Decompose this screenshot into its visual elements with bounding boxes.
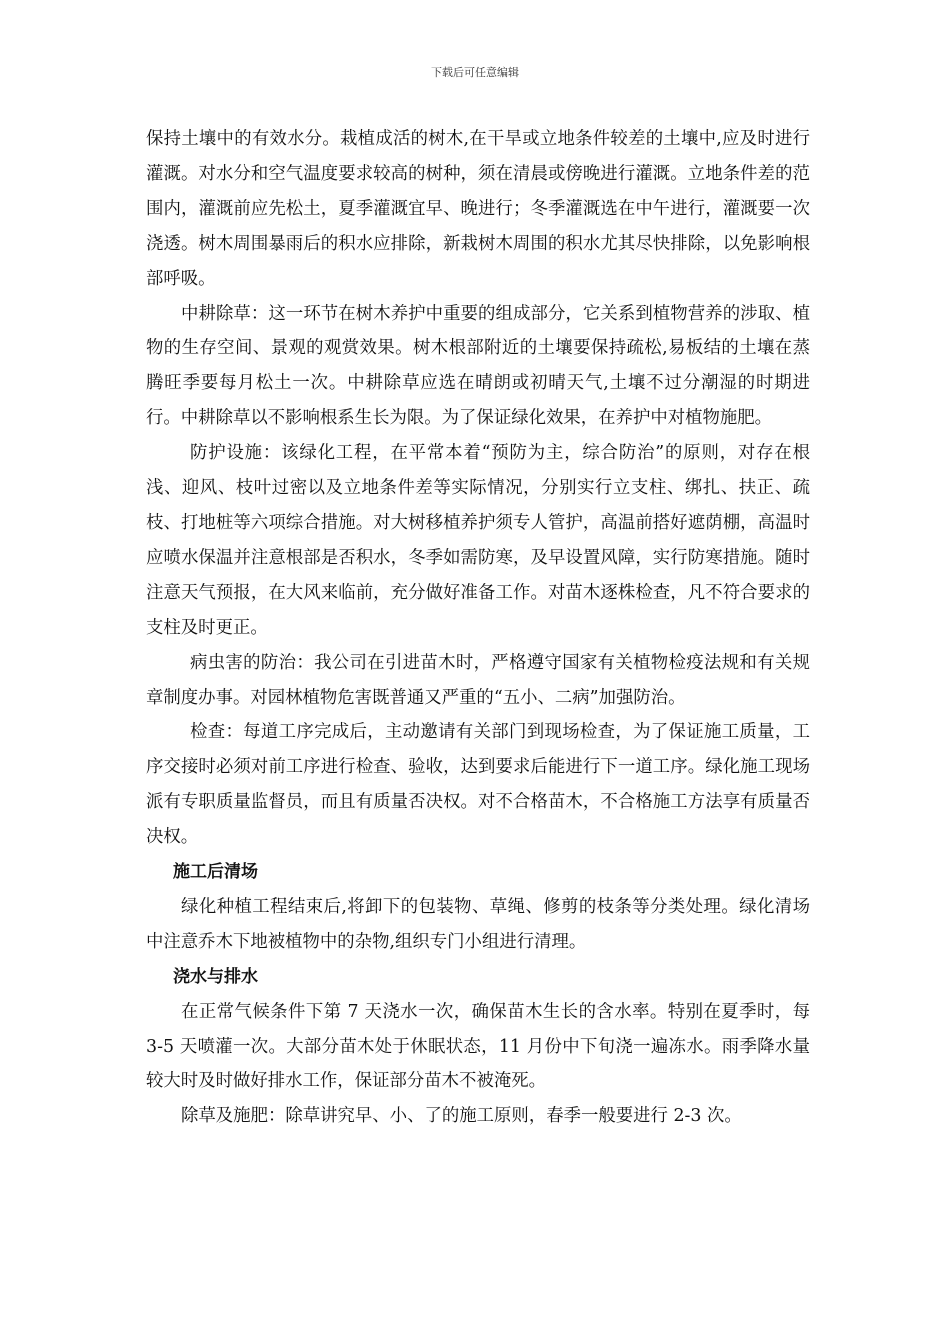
section-heading-watering-drainage: 浇水与排水: [173, 966, 258, 987]
paragraph-protection: 防护设施：该绿化工程，在平常本着“预防为主，综合防治”的原则，对存在根浅、迎风、枝叶过密以及立地条件差等实际情况，分别实行立支柱、绑扎、扶正、疏枝、打地桩等六项综合措施。对大树移植养护须专人管护，高温前搭好遮荫棚，高温时应喷水保温并注意根部是否积水，冬季如需防寒，及早设置风障，实行防寒措施。随时注意天气预报，在大风来临前，充分做好准备工作。对苗木逐株检查，凡不符合要求的支柱及时更正。: [146, 443, 810, 638]
paragraph-weeding-fertilizing: 除草及施肥：除草讲究早、小、了的施工原则，春季一般要进行 2-3 次。: [181, 1106, 742, 1127]
paragraph-pest-control: 病虫害的防治：我公司在引进苗木时，严格遵守国家有关植物检疫法规和有关规章制度办事。对园林植物危害既普通又严重的“五小、二病”加强防治。: [146, 652, 810, 708]
paragraph-watering: 保持土壤中的有效水分。栽植成活的树木,在干旱或立地条件较差的土壤中,应及时进行灌溉。对水分和空气温度要求较高的树种，须在清晨或傍晚进行灌溉。立地条件差的范围内，灌溉前应先松土，夏季灌溉宜早、晚进行；冬季灌溉选在中午进行，灌溉要一次浇透。树木周围暴雨后的积水应排除，新栽树木周围的积水尤其尽快排除，以免影响根部呼吸。: [146, 129, 810, 289]
paragraph-inspection: 检查：每道工序完成后，主动邀请有关部门到现场检查，为了保证施工质量，工序交接时必须对前工序进行检查、验收，达到要求后能进行下一道工序。绿化施工现场派有专职质量监督员，而且有质量否决权。对不合格苗木，不合格施工方法享有质量否决权。: [146, 722, 810, 848]
section-heading-cleanup: 施工后清场: [173, 862, 258, 883]
page-header-note: 下载后可任意编辑: [431, 66, 519, 79]
paragraph-weeding: 中耕除草：这一环节在树木养护中重要的组成部分，它关系到植物营养的涉取、植物的生存空间、景观的观赏效果。树木根部附近的土壤要保持疏松,易板结的土壤在蒸腾旺季要每月松土一次。中耕除草应选在晴朗或初晴天气,土壤不过分潮湿的时期进行。中耕除草以不影响根系生长为限。为了保证绿化效果，在养护中对植物施肥。: [146, 303, 810, 429]
paragraph-watering-drainage: 在正常气候条件下第 7 天浇水一次，确保苗木生长的含水率。特别在夏季时，每 3-5 天喷灌一次。大部分苗木处于休眠状态，11 月份中下旬浇一遍冻水。雨季降水量较大时及时做好排水工作，保证部分苗木不被淹死。: [146, 1001, 810, 1092]
paragraph-cleanup: 绿化种植工程结束后,将卸下的包装物、草绳、修剪的枝条等分类处理。绿化清场中注意乔木下地被植物中的杂物,组织专门小组进行清理。: [146, 896, 810, 952]
document-body: [146, 122, 810, 1134]
